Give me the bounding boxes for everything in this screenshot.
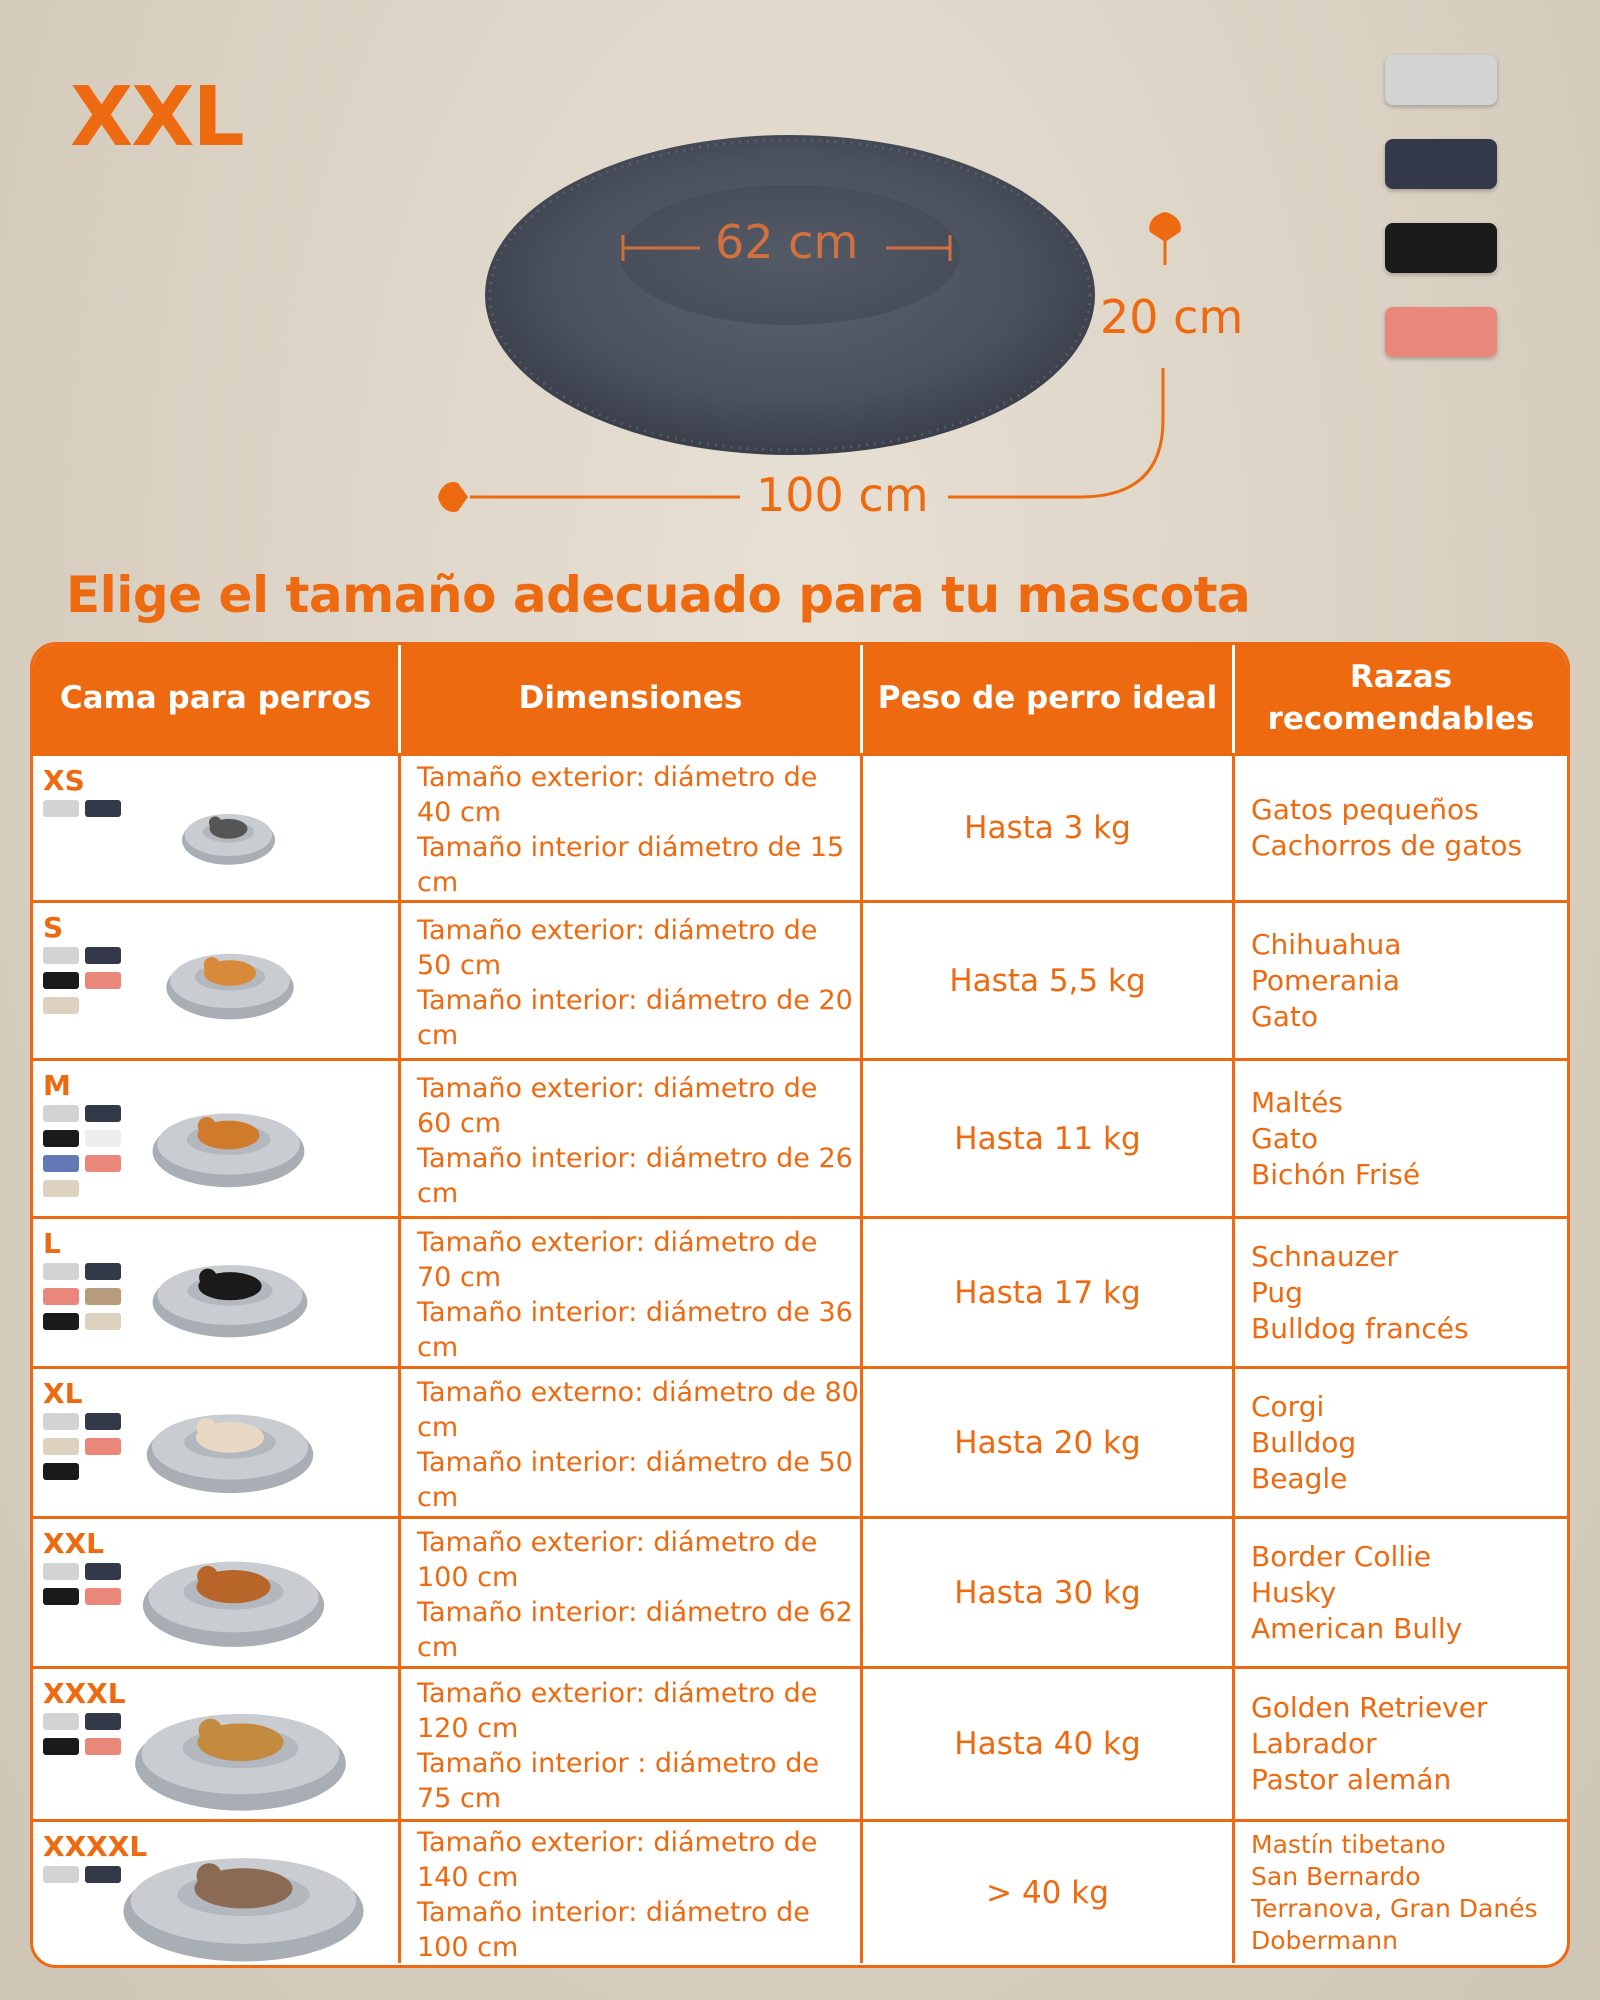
color-option-swatch[interactable] [85,1413,121,1430]
dimensions-cell [401,1519,863,1666]
dimensions-cell [401,756,863,900]
color-option-swatch[interactable] [43,1738,79,1755]
table-row [33,1666,1567,1819]
weight-cell: Hasta 30 kg [863,1519,1235,1666]
breed-name: Beagle [1251,1461,1348,1495]
outer-dimension-text: Tamaño exterior: diámetro de 40 cm [417,762,818,828]
bed-thumbnail [151,1099,306,1189]
size-code: XXL [43,1527,105,1560]
dimensions-cell [401,1061,863,1216]
bed-thumbnail [181,804,276,866]
bed-size-cell [33,1669,401,1819]
color-options [43,1413,121,1480]
outer-dimension-text: Tamaño exterior: diámetro de 120 cm [417,1678,818,1744]
color-option-swatch[interactable] [85,1713,121,1730]
table-row [33,900,1567,1058]
breeds-cell [1235,756,1567,900]
table-row [33,1216,1567,1366]
color-option-swatch[interactable] [85,1288,121,1305]
table-row [33,1516,1567,1666]
color-option-swatch[interactable] [43,1463,79,1480]
color-options [43,1563,121,1605]
table-row [33,1819,1567,1963]
color-option-swatch[interactable] [85,1263,121,1280]
color-option-swatch[interactable] [43,800,79,817]
color-option-swatch[interactable] [85,947,121,964]
breed-name: Pastor alemán [1251,1763,1452,1796]
dimensions-cell [401,1219,863,1366]
color-options [43,1263,121,1330]
breed-name: Schnauzer [1251,1239,1398,1273]
weight-cell: Hasta 3 kg [863,756,1235,900]
color-option-swatch[interactable] [43,1288,79,1305]
color-option-swatch[interactable] [85,1563,121,1580]
size-title: XXL [70,70,243,165]
color-swatches [1385,55,1497,391]
size-code: XXXL [43,1677,126,1710]
size-code: XXXXL [43,1830,148,1863]
size-code: S [43,911,64,944]
bed-thumbnail [121,1838,366,1964]
color-option-swatch[interactable] [85,1155,121,1172]
color-option-swatch[interactable] [43,1155,79,1172]
header-dimensions: Dimensiones [401,645,863,753]
size-guide-headline: Elige el tamaño adecuado para tu mascota [66,566,1251,624]
color-option-swatch[interactable] [85,1130,121,1147]
bed-size-cell [33,1219,401,1366]
color-option-swatch[interactable] [85,1866,121,1883]
weight-cell: Hasta 20 kg [863,1369,1235,1516]
inner-dimension-text: Tamaño interior: diámetro de 20 cm [417,984,853,1051]
breed-name: Bichón Frisé [1251,1157,1421,1191]
header-weight: Peso de perro ideal [863,645,1235,753]
color-option-swatch[interactable] [43,1713,79,1730]
inner-dimension-text: Tamaño interior: diámetro de 62 cm [417,1596,853,1663]
dimensions-cell [401,1822,863,1963]
dimensions-cell [401,1669,863,1819]
color-option-swatch[interactable] [43,1130,79,1147]
outer-dimension-text: Tamaño exterior: diámetro de 70 cm [417,1226,818,1293]
inner-dimension-text: Tamaño interior: diámetro de 50 cm [417,1446,853,1513]
bed-thumbnail [133,1695,348,1813]
breed-name: Golden Retriever [1251,1691,1488,1724]
weight-cell: > 40 kg [863,1822,1235,1963]
color-option-swatch[interactable] [43,1313,79,1330]
bed-thumbnail [145,1399,315,1495]
outer-arrow-head [438,482,468,512]
breeds-cell [1235,1369,1567,1516]
breed-name: Labrador [1251,1727,1377,1760]
breed-name: American Bully [1251,1611,1463,1645]
bed-size-cell [33,1061,401,1216]
color-option-swatch[interactable] [43,1866,79,1883]
bed-thumbnail [165,941,295,1021]
table-row [33,753,1567,900]
color-option-swatch[interactable] [85,800,121,817]
weight-cell: Hasta 11 kg [863,1061,1235,1216]
breed-name: Bulldog [1251,1425,1357,1459]
breed-name: Cachorros de gatos [1251,829,1523,862]
color-option-swatch[interactable] [43,997,79,1014]
breeds-cell [1235,1219,1567,1366]
breed-name: Husky [1251,1575,1337,1609]
breed-name: Pug [1251,1275,1303,1309]
color-swatch-light-gray[interactable] [1385,55,1497,105]
color-swatch-pink[interactable] [1385,307,1497,357]
hero-bed [485,135,1095,455]
breeds-cell [1235,1519,1567,1666]
breed-name: Maltés [1251,1085,1343,1119]
color-option-swatch[interactable] [43,1413,79,1430]
breed-name: Terranova, Gran Danés [1251,1893,1538,1923]
breed-name: Bulldog francés [1251,1311,1469,1345]
color-options [43,947,121,1014]
color-option-swatch[interactable] [43,1180,79,1197]
breeds-cell [1235,1061,1567,1216]
outer-dimension-text: Tamaño externo: diámetro de 80 cm [417,1376,859,1443]
size-table [30,642,1570,1968]
bed-size-cell [33,1369,401,1516]
size-code: L [43,1227,61,1260]
table-row [33,1366,1567,1516]
bed-size-cell [33,1519,401,1666]
inner-dimension-text: Tamaño interior: diámetro de 100 cm [417,1896,810,1963]
outer-dimension-text: Tamaño exterior: diámetro de 100 cm [417,1526,818,1593]
color-swatch-dark-gray[interactable] [1385,139,1497,189]
inner-dimension-text: Tamaño interior: diámetro de 26 cm [417,1142,853,1209]
weight-cell: Hasta 40 kg [863,1669,1235,1819]
outer-dimension-text: Tamaño exterior: diámetro de 140 cm [417,1826,818,1893]
color-option-swatch[interactable] [85,1438,121,1455]
color-option-swatch[interactable] [43,1563,79,1580]
inner-dimension-text: Tamaño interior: diámetro de 36 cm [417,1296,853,1363]
size-code: XS [43,764,85,797]
bed-thumbnail [141,1545,326,1649]
breeds-cell [1235,1822,1567,1963]
color-option-swatch[interactable] [85,1313,121,1330]
breed-name: Gatos pequeños [1251,793,1479,826]
breed-name: Corgi [1251,1389,1325,1423]
bed-size-cell [33,756,401,900]
breeds-cell [1235,903,1567,1058]
breed-name: Gato [1251,999,1318,1033]
color-option-swatch[interactable] [85,1588,121,1605]
table-body [33,753,1567,1963]
color-options [43,1713,121,1755]
weight-cell: Hasta 5,5 kg [863,903,1235,1058]
color-options [43,1866,121,1883]
header-breeds: Razas recomendables [1267,659,1535,737]
size-code: M [43,1069,71,1102]
table-row [33,1058,1567,1216]
color-option-swatch[interactable] [43,1588,79,1605]
bed-thumbnail [151,1251,309,1339]
weight-cell: Hasta 17 kg [863,1219,1235,1366]
color-option-swatch[interactable] [85,972,121,989]
breed-name: Dobermann [1251,1925,1398,1955]
breed-name: Border Collie [1251,1539,1432,1573]
outer-diameter-label: 100 cm [756,468,929,522]
color-option-swatch[interactable] [85,1738,121,1755]
breed-name: Gato [1251,1121,1318,1155]
color-options [43,800,121,817]
color-swatch-black[interactable] [1385,223,1497,273]
outer-dimension-text: Tamaño exterior: diámetro de 60 cm [417,1072,818,1139]
breed-name: Mastín tibetano [1251,1829,1446,1859]
table-header [33,645,1567,753]
breed-name: Chihuahua [1251,927,1402,961]
inner-diameter-label: 62 cm [715,215,859,269]
breed-name: Pomerania [1251,963,1400,997]
color-option-swatch[interactable] [43,947,79,964]
dimensions-cell [401,903,863,1058]
color-option-swatch[interactable] [43,972,79,989]
breed-name: San Bernardo [1251,1861,1421,1891]
outer-dimension-text: Tamaño exterior: diámetro de 50 cm [417,914,818,981]
size-code: XL [43,1377,83,1410]
inner-dimension-text: Tamaño interior diámetro de 15 cm [417,832,845,898]
color-options [43,1105,121,1197]
color-option-swatch[interactable] [43,1105,79,1122]
color-option-swatch[interactable] [43,1438,79,1455]
height-label: 20 cm [1100,290,1244,344]
bed-size-cell [33,903,401,1058]
color-option-swatch[interactable] [85,1105,121,1122]
dimensions-cell [401,1369,863,1516]
height-arrow [1149,212,1181,265]
breeds-cell [1235,1669,1567,1819]
header-bed: Cama para perros [33,645,401,753]
bed-size-cell [33,1822,401,1963]
color-option-swatch[interactable] [43,1263,79,1280]
inner-dimension-text: Tamaño interior : diámetro de 75 cm [417,1748,819,1814]
